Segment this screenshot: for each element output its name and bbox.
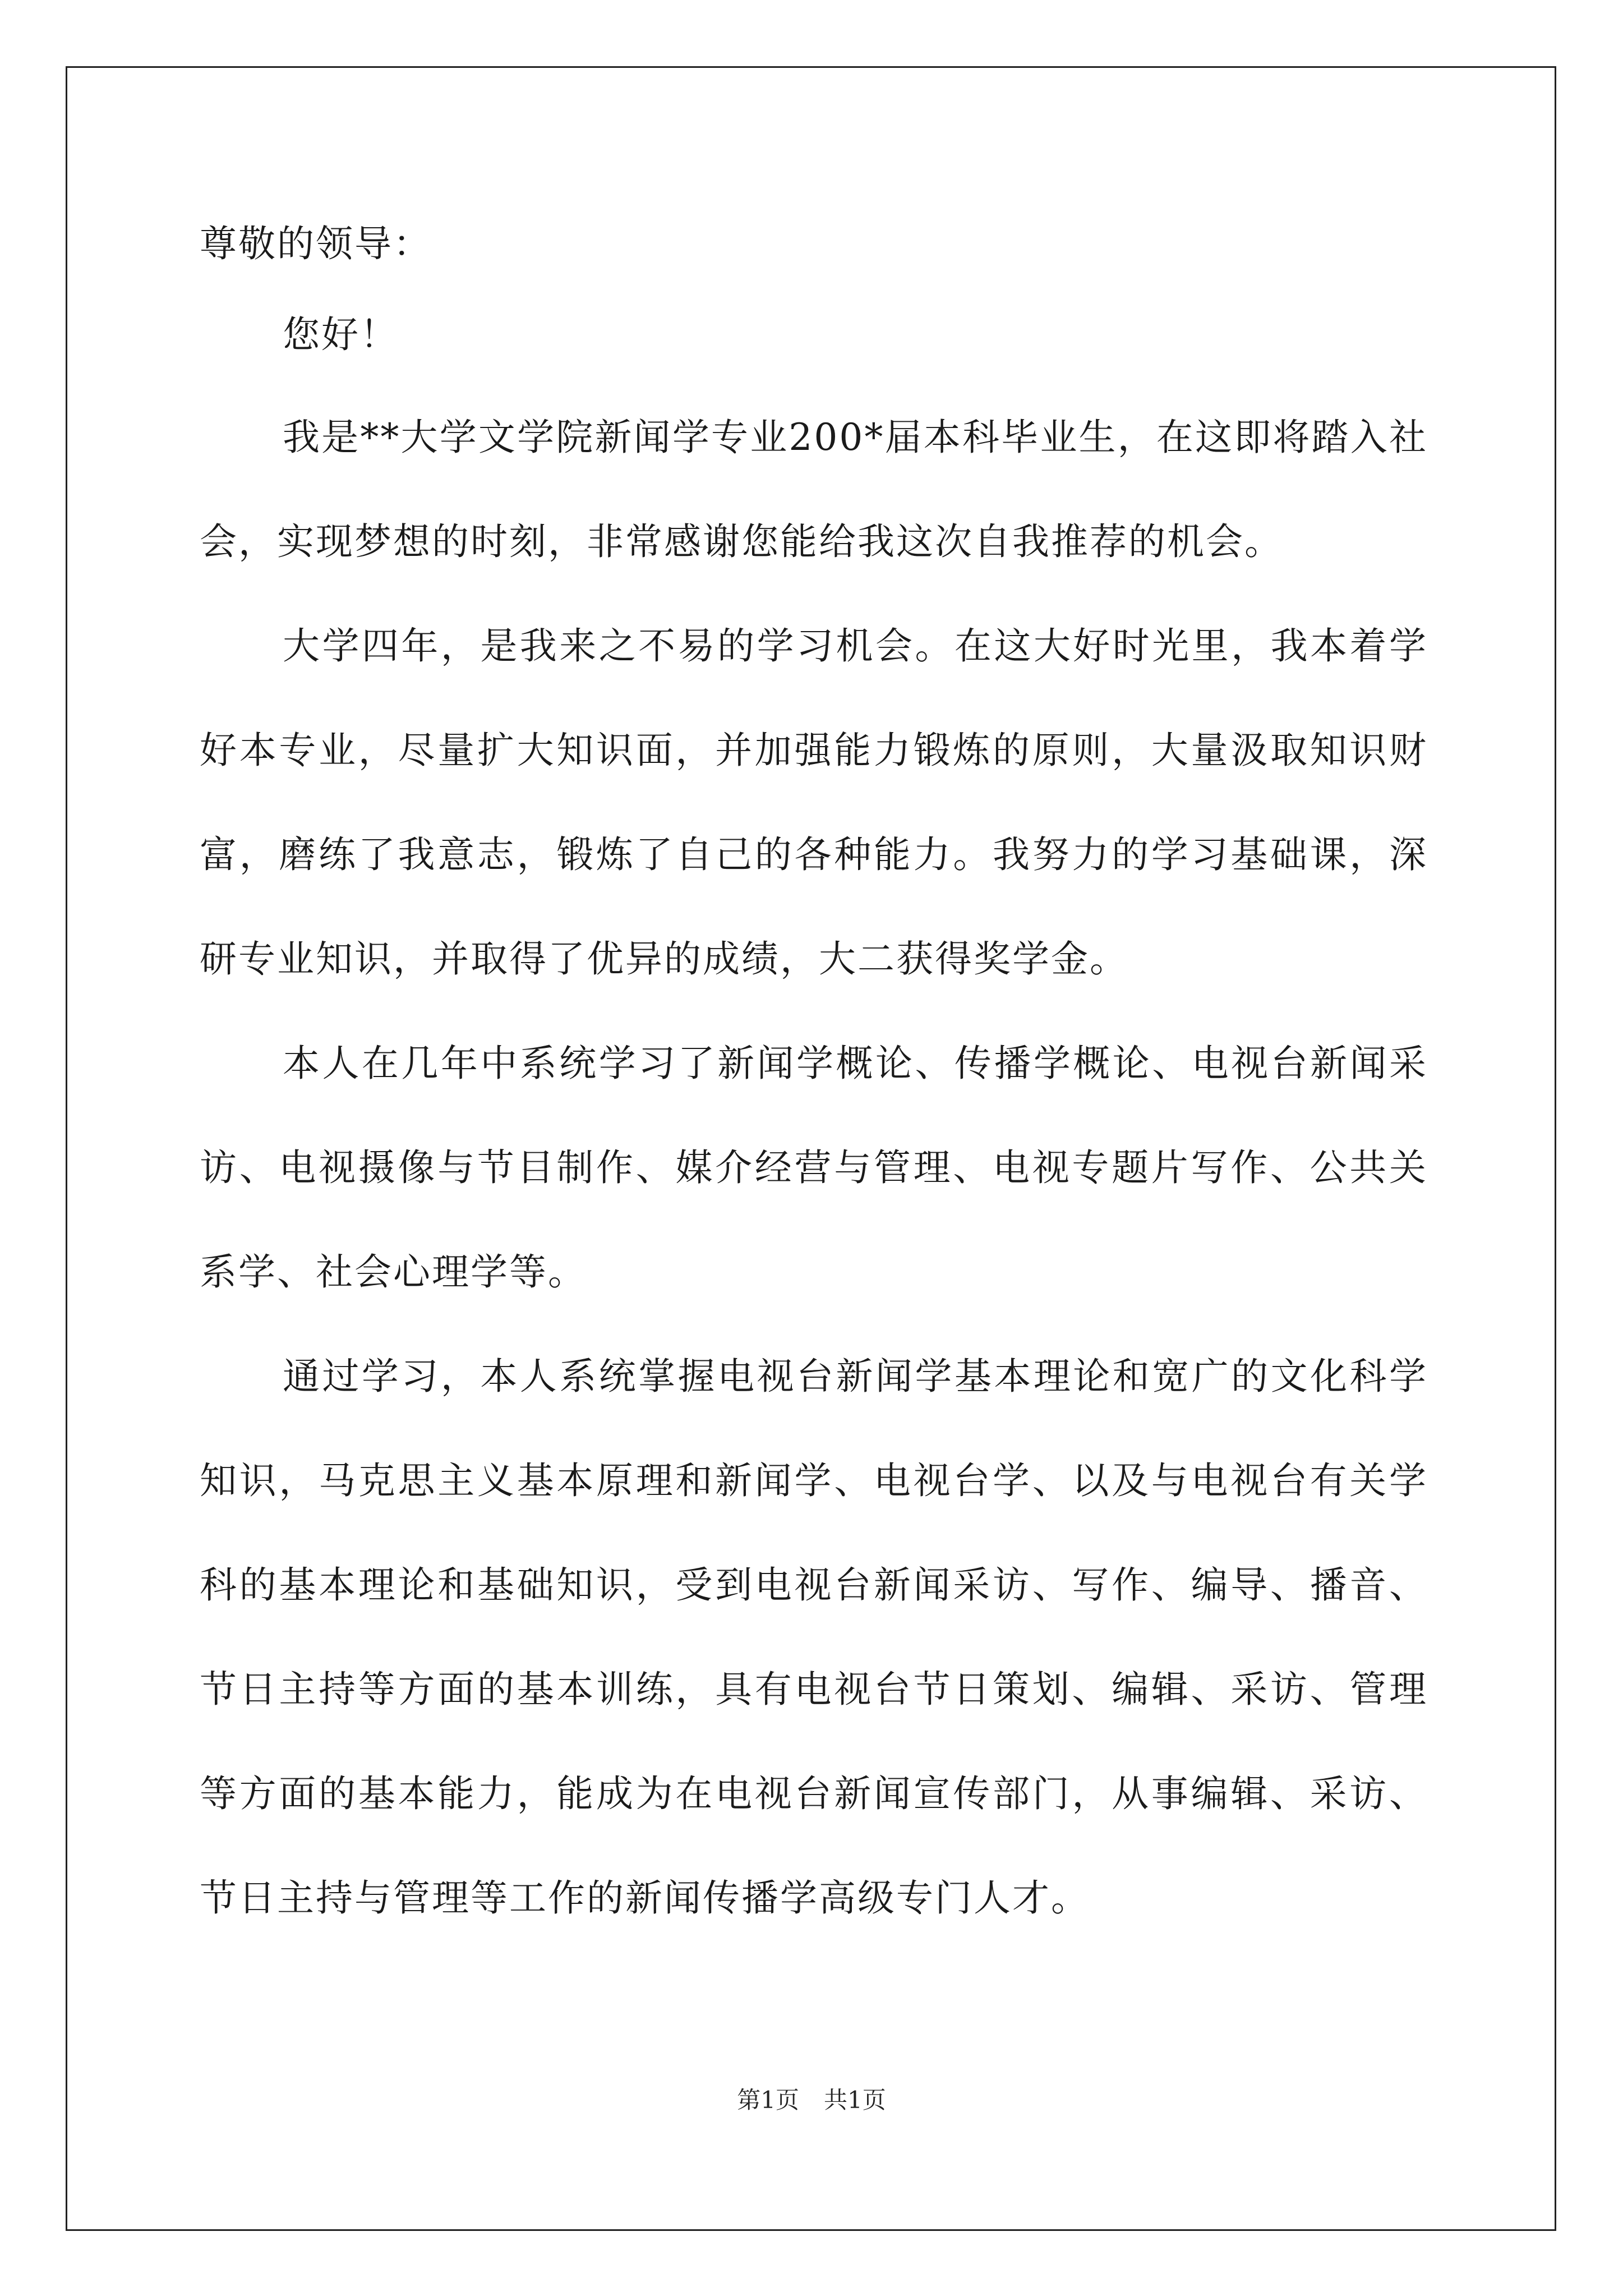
paragraph-skills: 通过学习，本人系统掌握电视台新闻学基本理论和宽广的文化科学知识，马克思主义基本原理和新闻学、电视台学、以及与电视台有关学科的基本理论和基础知识，受到电视台新闻采访、写作、编导、播音、节日主持等方面的基本训练，具有电视台节日策划、编辑、采访、管理等方面的基本能力，能成为在电视台新闻宣传部门，从事编辑、采访、节日主持与管理等工作的新闻传播学高级专门人才。 bbox=[200, 1355, 1428, 1920]
paragraph-study: 大学四年，是我来之不易的学习机会。在这大好时光里，我本着学好本专业，尽量扩大知识面，并加强能力锻炼的原则，大量汲取知识财富，磨练了我意志，锻炼了自己的各种能力。我努力的学习基础课，深研专业知识，并取得了优异的成绩，大二获得奖学金。 bbox=[200, 624, 1428, 981]
salutation: 尊敬的领导： bbox=[200, 222, 432, 265]
paragraph-intro: 我是**大学文学院新闻学专业200*届本科毕业生，在这即将踏入社会，实现梦想的时刻，非常感谢您能给我这次自我推荐的机会。 bbox=[200, 416, 1428, 563]
paragraph-courses: 本人在几年中系统学习了新闻学概论、传播学概论、电视台新闻采访、电视摄像与节目制作、媒介经营与管理、电视专题片写作、公共关系学、社会心理学等。 bbox=[200, 1042, 1428, 1294]
greeting: 您好！ bbox=[283, 313, 399, 356]
page-number-current: 第1页 bbox=[737, 2086, 799, 2114]
page-number-total: 共1页 bbox=[824, 2086, 886, 2114]
letter-body bbox=[200, 218, 1428, 1950]
page-footer bbox=[0, 2083, 1623, 2117]
